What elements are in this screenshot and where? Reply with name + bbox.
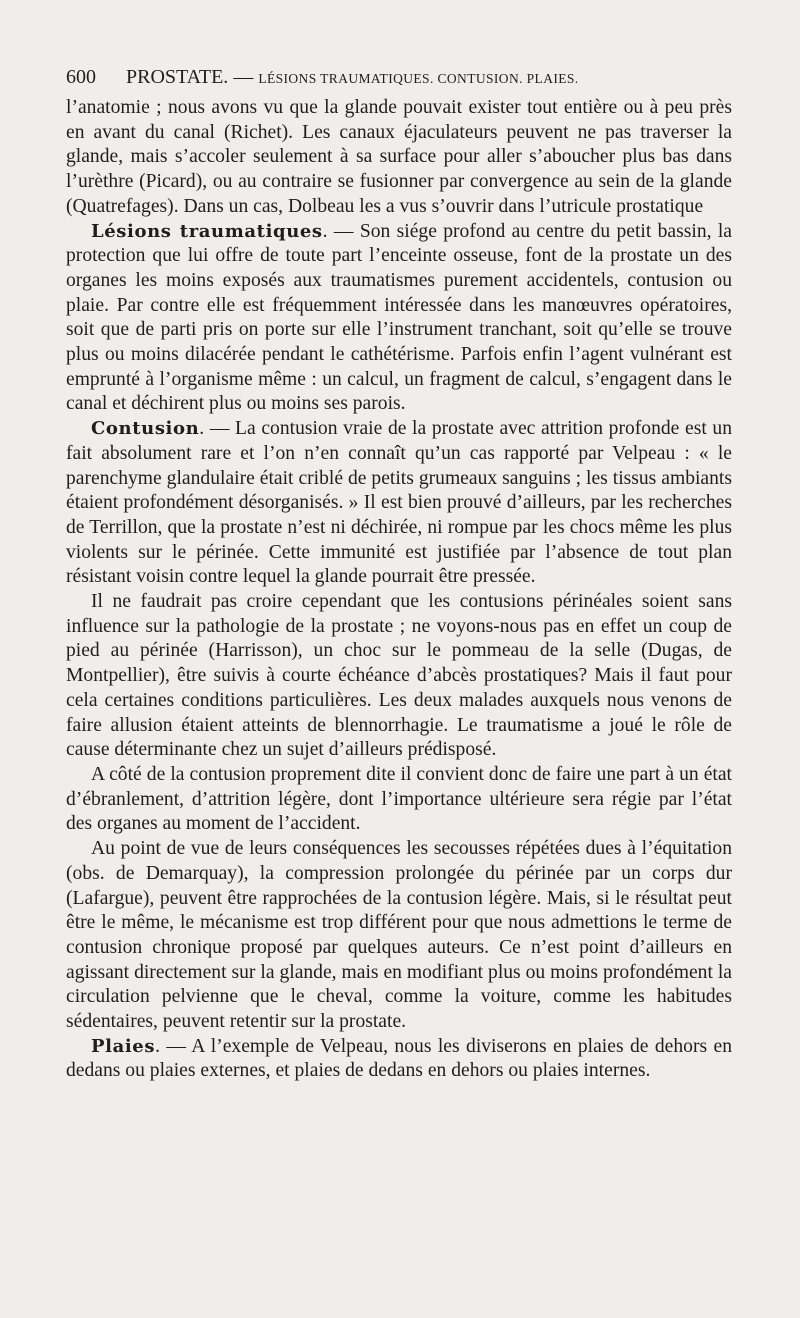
header-dash: — [233,66,254,88]
section-heading-lesions: Lésions traumatiques [91,220,323,242]
paragraph-plaies: Plaies. — A l’exemple de Velpeau, nous les diviserons en plaies de dehors en dedans ou plaies externes, et plaies de dedans en dehors ou plaies internes. [66,1035,732,1082]
body-text [66,96,732,1084]
paragraph-6: Au point de vue de leurs conséquences les secousses répétées dues à l’équitation (obs. de Demarquay), la compression prolongée du périnée par un corps dur (Lafargue), peuvent être rapprochées de la contusion légère. Mais, si le résultat peut être le même, le mécanisme est trop différent pour que nous admettions le terme de contusion chronique proposé par quelques auteurs. Ce n’est point d’ailleurs en agissant directement sur la glande, mais en modifiant plus ou moins profondément la circulation pelvienne que le cheval, comme la voiture, comme les habitudes sédentaires, peuvent retentir sur la prostate. [66,838,732,1033]
paragraph-contusion: Contusion. — La contusion vraie de la prostate avec attrition profonde est un fait absolument rare et l’on n’en connaît qu’un cas rapporté par Velpeau : « le parenchyme glandulaire était criblé de petits grumeaux sanguins ; les tissus ambiants étaient profondément désorganisés. » Il est bien prouvé d’ailleurs, par les recherches de Terrillon, que la prostate n’est ni déchirée, ni rompue par les chocs même les plus violents sur le périnée. Cette immunité est justifiée par l’absence de tout plan résistant voisin contre lequel la glande pourrait être pressée. [66,418,732,588]
paragraph-4: Il ne faudrait pas croire cependant que les contusions périnéales soient sans influence sur la pathologie de la prostate ; ne voyons-nous pas en effet un coup de pied au périnée (Harrisson), un choc sur le pommeau de la selle (Dugas, de Montpellier), être suivis à courte échéance d’abcès prostatiques? Mais il faut pour cela certaines conditions particulières. Les deux malades auxquels nous venons de faire allusion étaient atteints de blennorrhagie. Le traumatisme a joué le rôle de cause déterminante chez un sujet d’ailleurs prédisposé. [66,591,732,761]
running-header [66,64,756,92]
paragraph-1: l’anatomie ; nous avons vu que la glande pouvait exister tout entière ou à peu près en avant du canal (Richet). Les canaux éjaculateurs peuvent ne pas traverser la glande, mais s’accoler seulement à sa surface pour aller s’aboucher plus bas dans l’urèthre (Picard), ou au contraire se fusionner par convergence au sein de la glande (Quatrefages). Dans un cas, Dolbeau les a vus s’ouvrir dans l’utricule prostatique [66,97,732,217]
running-subtitle: LÉSIONS TRAUMATIQUES. CONTUSION. PLAIES. [258,71,579,86]
section-heading-contusion: Contusion [91,418,200,440]
section-heading-plaies: Plaies [91,1035,156,1057]
paragraph-lesions: Lésions traumatiques. — Son siége profond au centre du petit bassin, la protection que lui offre de toute part l’enceinte osseuse, font de la prostate un des organes les moins exposés aux traumatismes purement accidentels, contusion ou plaie. Par contre elle est fréquemment intéressée dans les manœuvres opératoires, soit que de parti pris on porte sur elle l’instrument tranchant, soit qu’elle se trouve plus ou moins dilacérée pendant le cathétérisme. Parfois enfin l’agent vulnérant est emprunté à l’organisme même : un calcul, un fragment de calcul, s’engagent dans le canal et déchirent plus ou moins ses parois. [66,220,732,415]
running-title: PROSTATE. [126,66,229,88]
paragraph-5: A côté de la contusion proprement dite il convient donc de faire une part à un état d’ébranlement, d’attrition légère, dont l’importance ultérieure sera régie par l’état des organes au moment de l’accident. [66,763,732,835]
page-number: 600 [66,66,96,88]
